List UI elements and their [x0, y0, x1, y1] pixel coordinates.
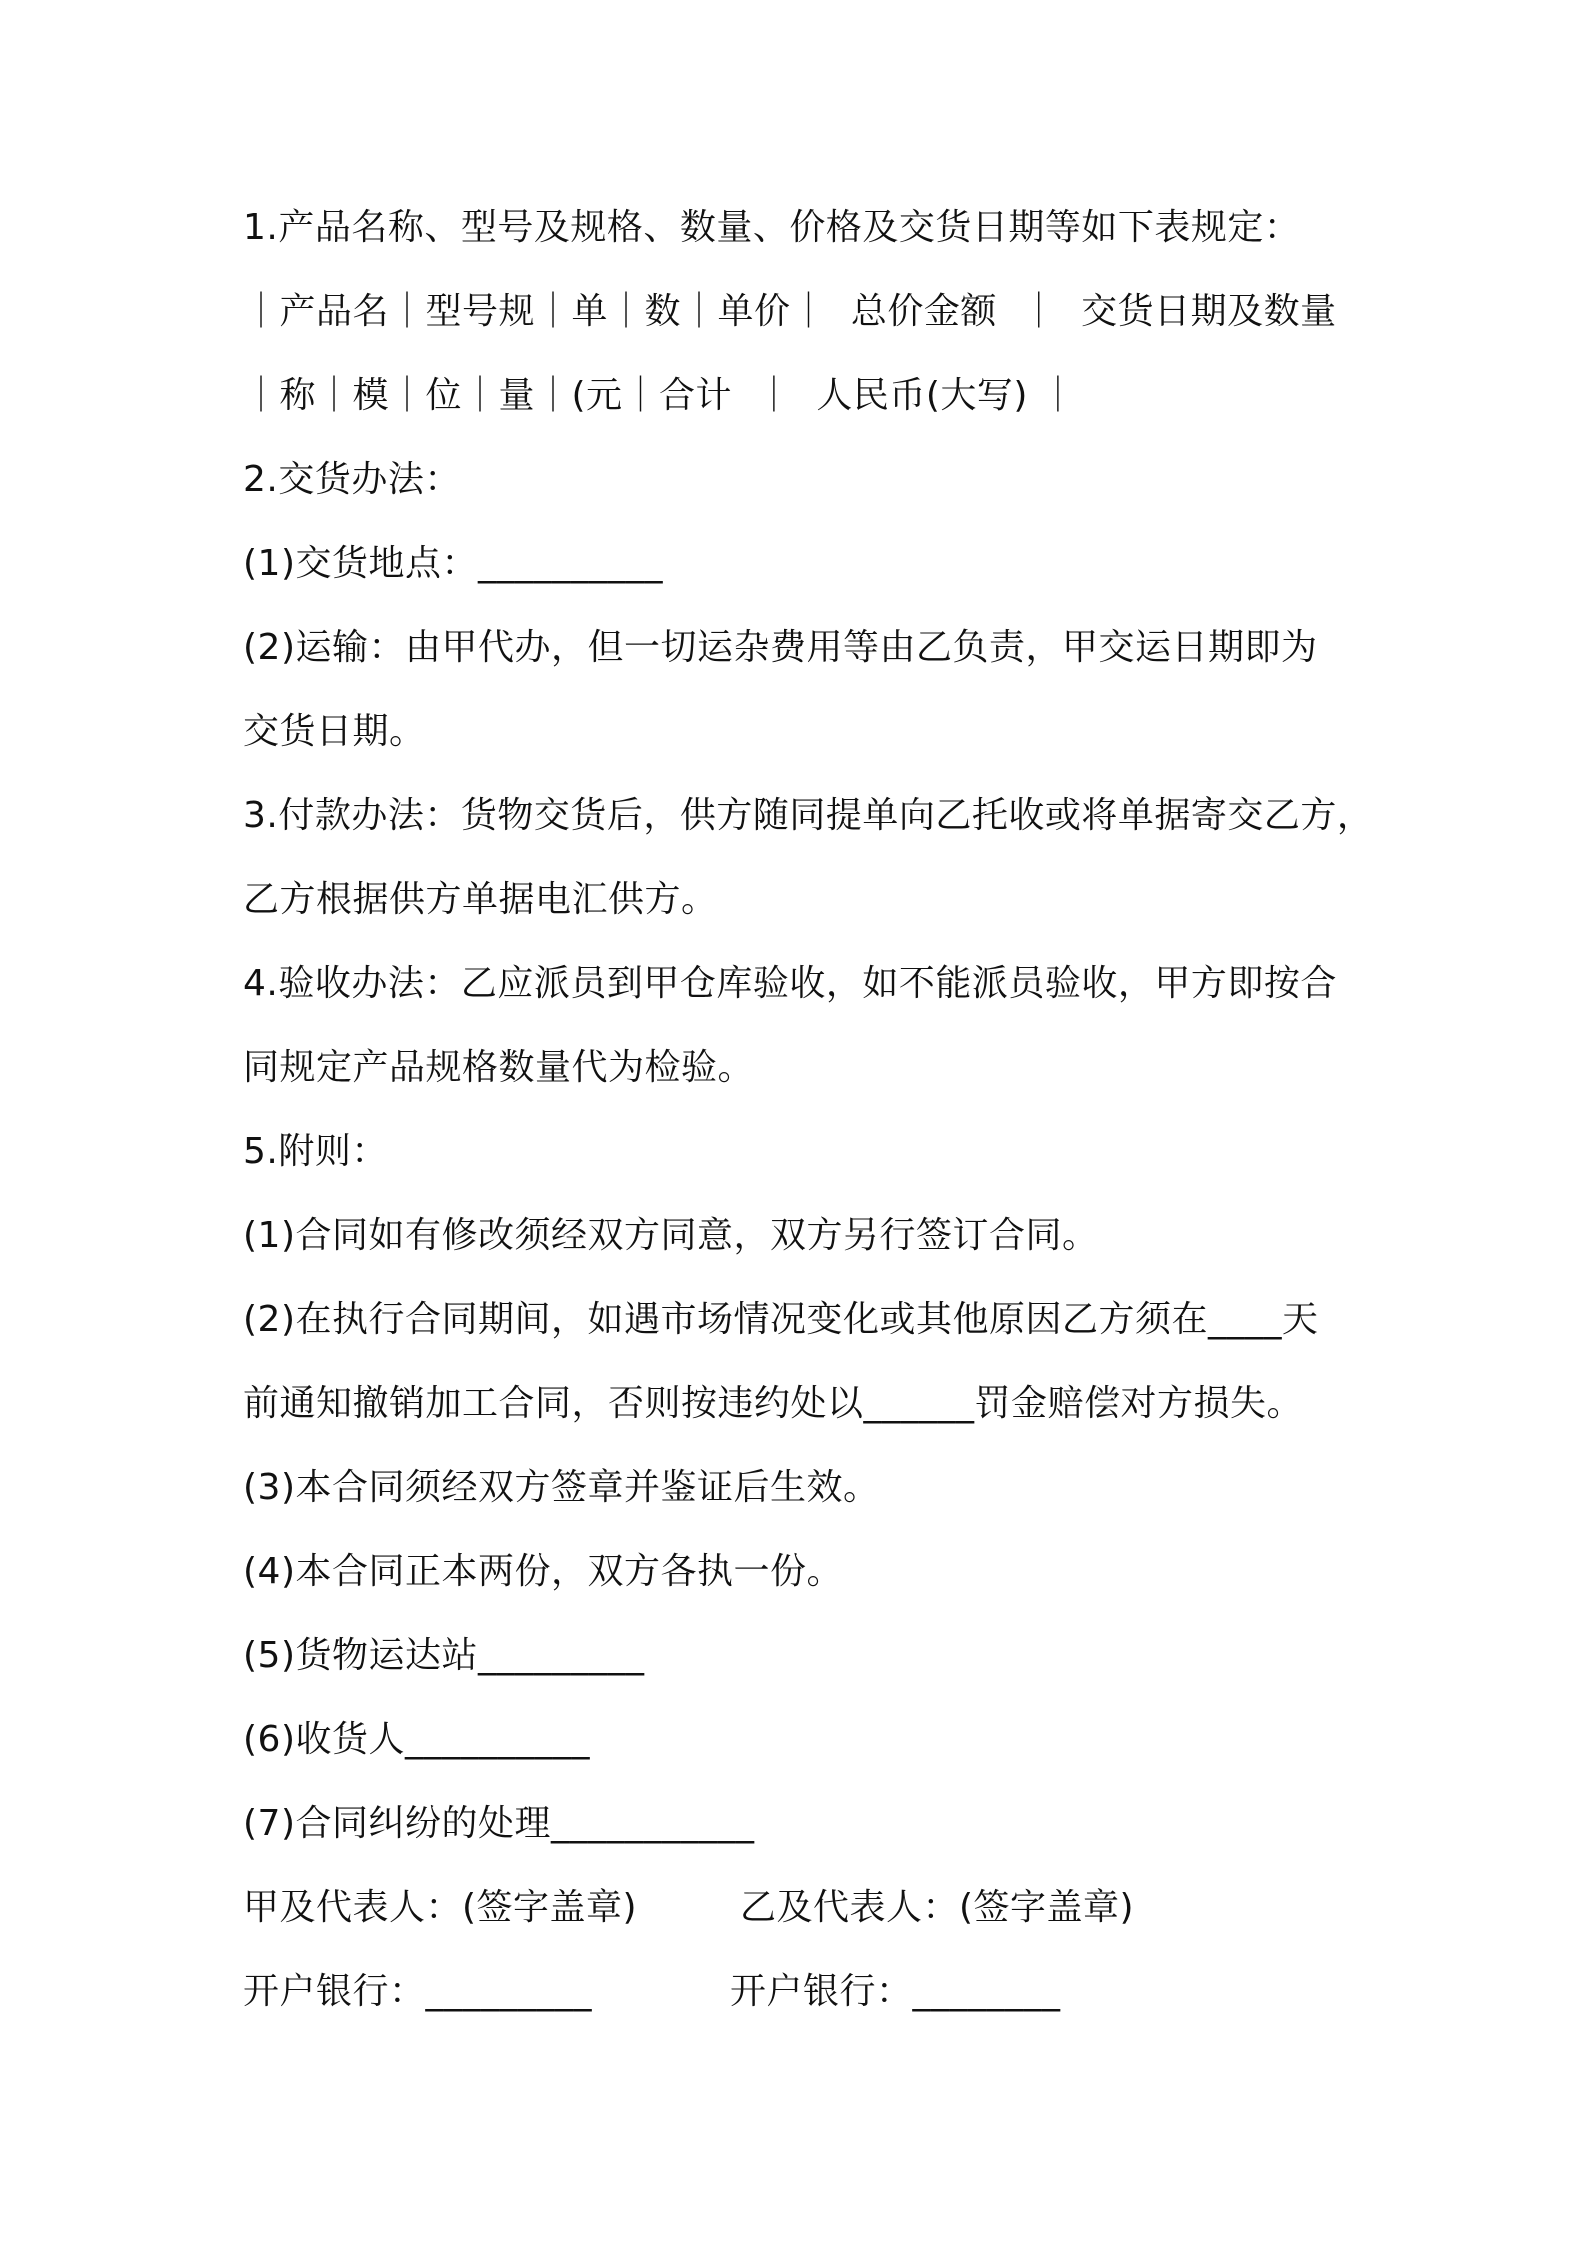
supplementary-item-3: (3)本合同须经双方签章并鉴证后生效。 [243, 1467, 880, 1508]
supplementary-item-5: (5)货物运达站_________ [243, 1635, 645, 1676]
supplementary-item-1: (1)合同如有修改须经双方同意，双方另行签订合同。 [243, 1215, 1099, 1256]
clause-1-heading: 1.产品名称、型号及规格、数量、价格及交货日期等如下表规定： [243, 207, 1301, 248]
bank-row [243, 1970, 1363, 2146]
supplementary-item-4: (4)本合同正本两份，双方各执一份。 [243, 1551, 843, 1592]
transport-line-2: 交货日期。 [243, 711, 426, 752]
delivery-location-line: (1)交货地点：__________ [243, 543, 663, 584]
payment-line-2: 乙方根据供方单据电汇供方。 [243, 879, 718, 920]
supplementary-item-6: (6)收货人__________ [243, 1719, 590, 1760]
acceptance-line-2: 同规定产品规格数量代为检验。 [243, 1047, 755, 1088]
table-header-row-1: ｜产品名｜型号规｜单｜数｜单价｜ 总价金额 ｜ 交货日期及数量 [243, 291, 1337, 332]
acceptance-line-1: 4.验收办法：乙应派员到甲仓库验收，如不能派员验收，甲方即按合 [243, 963, 1337, 1004]
payment-line-1: 3.付款办法：货物交货后，供方随同提单向乙托收或将单据寄交乙方， [243, 795, 1374, 836]
supplementary-item-2b: 前通知撤销加工合同，否则按违约处以______罚金赔偿对方损失。 [243, 1383, 1304, 1424]
transport-line-1: (2)运输：由甲代办，但一切运杂费用等由乙负责，甲交运日期即为 [243, 627, 1318, 668]
supplementary-item-7: (7)合同纠纷的处理___________ [243, 1803, 755, 1844]
clause-2-heading: 2.交货办法： [243, 459, 461, 500]
table-header-row-2: ｜称｜模｜位｜量｜(元｜合计 ｜ 人民币(大写) ｜ [243, 375, 1077, 416]
supplementary-item-2a: (2)在执行合同期间，如遇市场情况变化或其他原因乙方须在____天 [243, 1299, 1319, 1340]
party-b-bank: 开户银行：________ [730, 1971, 1061, 2012]
party-b-representative: 乙及代表人：(签字盖章) [740, 1887, 1135, 1928]
party-a-bank: 开户银行：_________ [243, 1971, 593, 2012]
clause-5-heading: 5.附则： [243, 1131, 388, 1172]
party-a-representative: 甲及代表人：(签字盖章) [243, 1887, 638, 1928]
